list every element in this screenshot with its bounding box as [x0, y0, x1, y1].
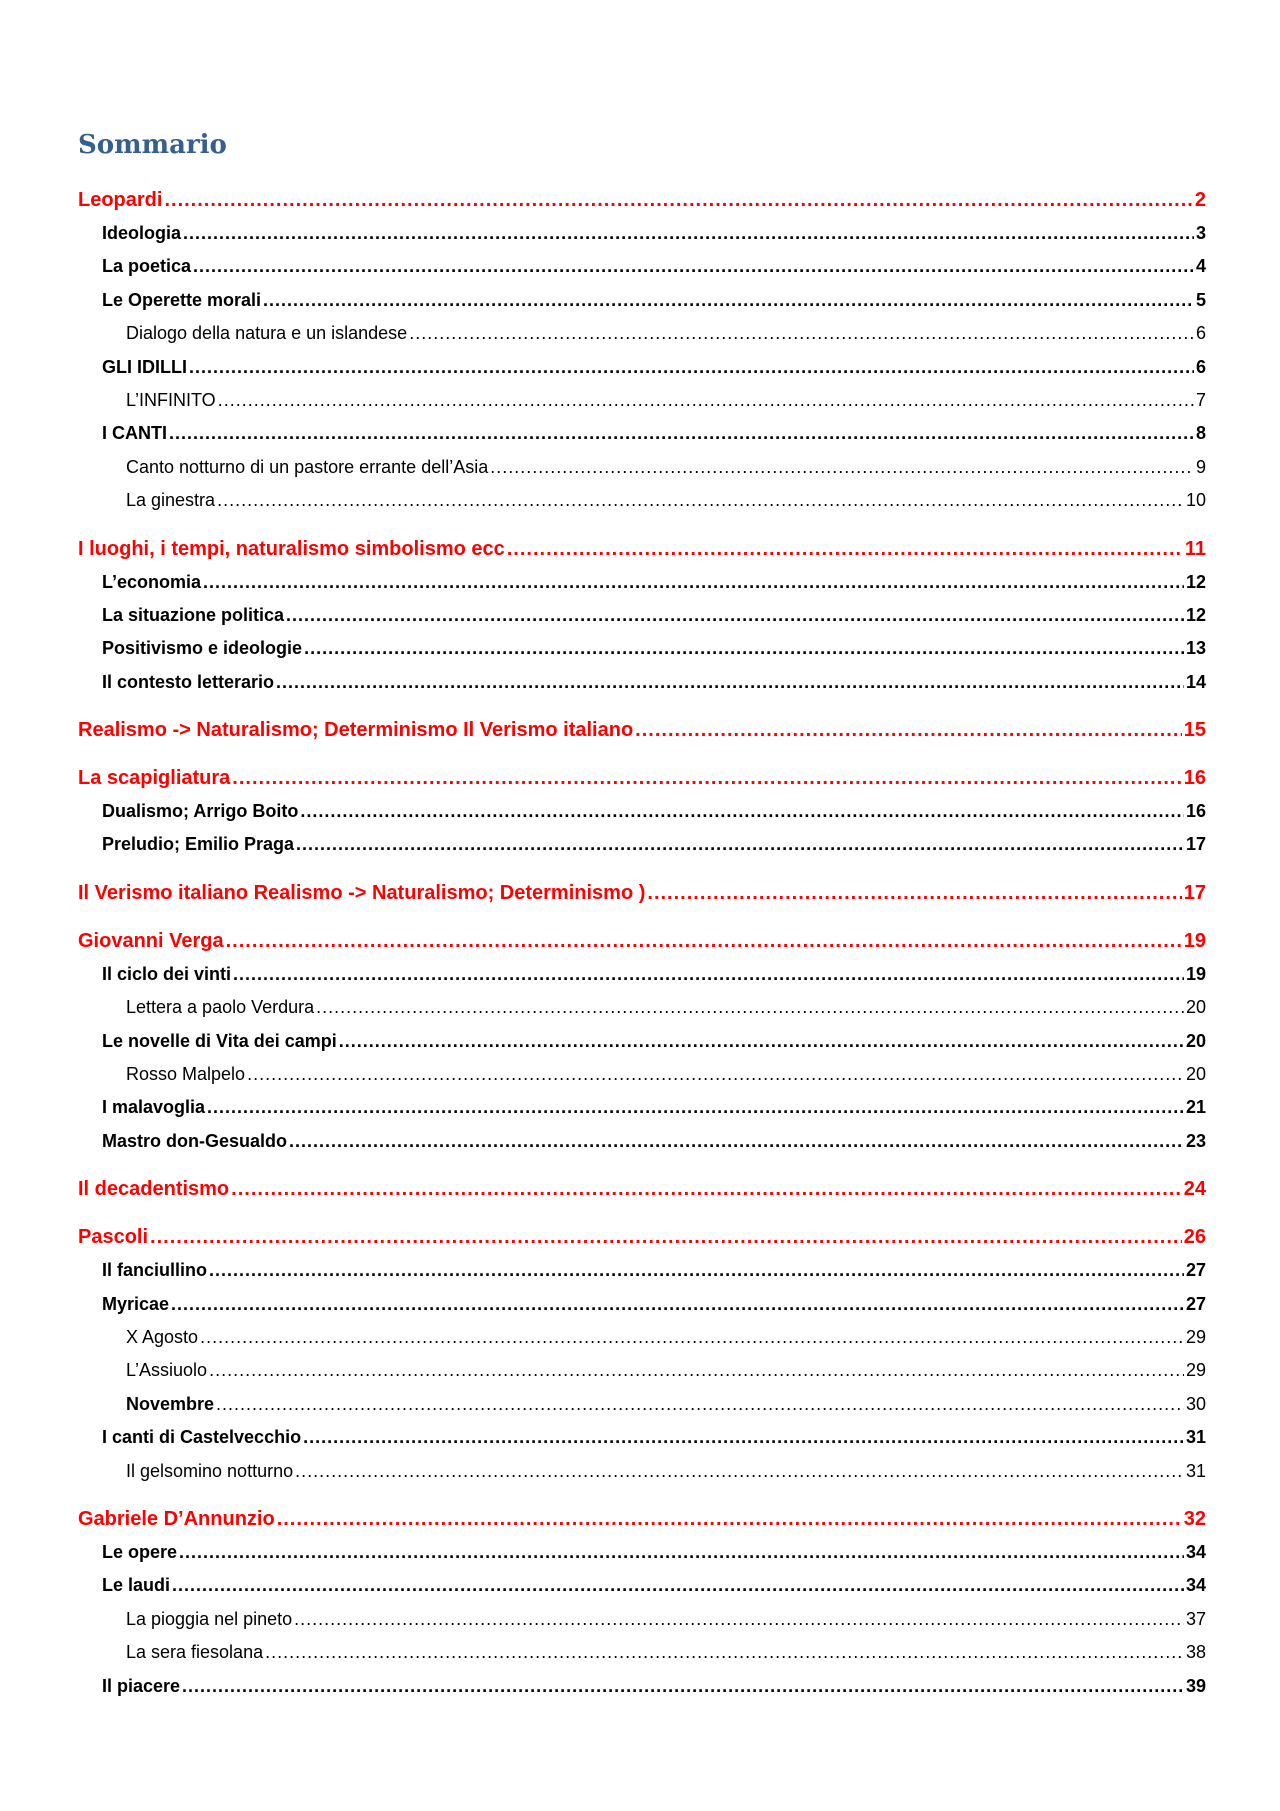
toc-entry-page-number: 15 — [1183, 719, 1206, 742]
toc-entry-level-2[interactable] — [78, 1421, 1206, 1454]
toc-entry-label: Lettera a paolo Verdura — [126, 997, 315, 1018]
toc-entry-level-2[interactable] — [78, 1569, 1206, 1602]
toc-dot-leader — [635, 713, 1182, 747]
toc-entry-label: Leopardi — [78, 189, 163, 211]
toc-dot-leader — [218, 384, 1194, 417]
toc-entry-level-2[interactable] — [78, 666, 1206, 699]
toc-entry-page-number: 16 — [1185, 801, 1206, 822]
toc-entry-page-number: 31 — [1185, 1427, 1206, 1448]
toc-entry-level-1[interactable] — [78, 1220, 1206, 1254]
toc-entry-label: La poetica — [102, 256, 192, 277]
toc-dot-leader — [295, 1455, 1184, 1488]
toc-dot-leader — [233, 958, 1184, 991]
toc-dot-leader — [289, 1125, 1184, 1158]
toc-entry-level-2[interactable] — [78, 958, 1206, 991]
toc-dot-leader — [647, 876, 1181, 910]
toc-dot-leader — [182, 1670, 1184, 1703]
toc-dot-leader — [409, 317, 1194, 350]
toc-entry-label: L’economia — [102, 571, 202, 592]
toc-entry-page-number: 14 — [1185, 671, 1206, 692]
toc-dot-leader — [209, 1254, 1184, 1287]
toc-entry-page-number: 7 — [1195, 389, 1206, 410]
toc-entry-level-3[interactable] — [78, 1354, 1206, 1387]
toc-entry-level-2[interactable] — [78, 1670, 1206, 1703]
toc-entry-level-1[interactable] — [78, 1502, 1206, 1536]
toc-entry-label: Il ciclo dei vinti — [102, 963, 232, 984]
toc-dot-leader — [263, 284, 1194, 317]
toc-entry-page-number: 20 — [1185, 1030, 1206, 1051]
toc-entry-label: I CANTI — [102, 423, 167, 444]
toc-dot-leader — [294, 1603, 1184, 1636]
toc-entry-label: Preludio; Emilio Praga — [102, 834, 295, 855]
toc-entry-label: Canto notturno di un pastore errante dell’Asia — [126, 456, 489, 477]
toc-entry-page-number: 26 — [1183, 1226, 1206, 1249]
toc-dot-leader — [203, 566, 1184, 599]
toc-entry-page-number: 29 — [1185, 1360, 1206, 1381]
toc-entry-label: La situazione politica — [102, 604, 285, 625]
toc-entry-page-number: 10 — [1185, 490, 1206, 511]
toc-dot-leader — [150, 1220, 1182, 1254]
toc-entry-label: Realismo -> Naturalismo; Determinismo Il Verismo italiano — [78, 719, 634, 742]
toc-dot-leader — [507, 532, 1183, 566]
toc-entry-label: Dualismo; Arrigo Boito — [102, 801, 299, 822]
toc-entry-page-number: 30 — [1185, 1393, 1206, 1414]
toc-entry-label: Novembre — [126, 1393, 215, 1414]
toc-entry-page-number: 6 — [1195, 356, 1206, 377]
toc-entry-level-2[interactable] — [78, 1536, 1206, 1569]
toc-entry-level-2[interactable] — [78, 284, 1206, 317]
toc-entry-page-number: 27 — [1185, 1260, 1206, 1281]
toc-entry-page-number: 37 — [1185, 1608, 1206, 1629]
toc-entry-page-number: 6 — [1195, 323, 1206, 344]
toc-entry-level-3[interactable] — [78, 991, 1206, 1024]
toc-entry-label: Le laudi — [102, 1575, 171, 1596]
toc-entry-label: Le novelle di Vita dei campi — [102, 1030, 337, 1051]
toc-dot-leader — [183, 217, 1194, 250]
toc-entry-label: Il gelsomino notturno — [126, 1460, 294, 1481]
toc-dot-leader — [231, 1172, 1182, 1206]
toc-dot-leader — [169, 417, 1194, 450]
toc-dot-leader — [193, 250, 1194, 283]
toc-entry-page-number: 12 — [1185, 571, 1206, 592]
toc-entry-page-number: 20 — [1185, 997, 1206, 1018]
toc-dot-leader — [277, 1502, 1182, 1536]
toc-entry-page-number: 34 — [1185, 1541, 1206, 1562]
toc-entry-level-3[interactable] — [78, 484, 1206, 517]
toc-dot-leader — [276, 666, 1184, 699]
toc-dot-leader — [304, 632, 1184, 665]
toc-entry-level-1[interactable] — [78, 761, 1206, 795]
toc-entry-label: L’INFINITO — [126, 389, 216, 410]
toc-entry-level-3[interactable] — [78, 1058, 1206, 1091]
toc-entry-level-2[interactable] — [78, 828, 1206, 861]
toc-entry-level-2[interactable] — [78, 250, 1206, 283]
toc-entry-page-number: 9 — [1195, 456, 1206, 477]
toc-entry-label: Gabriele D’Annunzio — [78, 1507, 275, 1530]
toc-entry-page-number: 5 — [1195, 289, 1206, 310]
toc-dot-leader — [179, 1536, 1184, 1569]
toc-entry-level-2[interactable] — [78, 1254, 1206, 1287]
toc-entry-page-number: 12 — [1185, 604, 1206, 625]
toc-entry-level-3[interactable] — [78, 1603, 1206, 1636]
toc-entry-level-3[interactable] — [78, 384, 1206, 417]
toc-entry-level-2[interactable] — [78, 632, 1206, 665]
toc-entry-page-number: 17 — [1185, 834, 1206, 855]
toc-entry-level-2[interactable] — [78, 351, 1206, 384]
toc-entry-page-number: 24 — [1183, 1178, 1206, 1201]
toc-dot-leader — [296, 828, 1184, 861]
toc-entry-level-3[interactable] — [78, 1455, 1206, 1488]
toc-dot-leader — [300, 795, 1184, 828]
toc-entry-page-number: 27 — [1185, 1293, 1206, 1314]
toc-entry-page-number: 19 — [1183, 929, 1206, 952]
toc-entry-page-number: 23 — [1185, 1130, 1206, 1151]
toc-entry-page-number: 21 — [1185, 1097, 1206, 1118]
toc-dot-leader — [200, 1321, 1184, 1354]
toc-entry-label: Rosso Malpelo — [126, 1064, 246, 1085]
toc-entry-page-number: 17 — [1183, 881, 1206, 904]
toc-entry-level-2[interactable] — [78, 417, 1206, 450]
toc-entry-label: I luoghi, i tempi, naturalismo simbolismo ecc — [78, 537, 505, 560]
toc-entry-page-number: 34 — [1185, 1575, 1206, 1596]
toc-entry-label: La pioggia nel pineto — [126, 1608, 293, 1629]
toc-entry-label: L’Assiuolo — [126, 1360, 208, 1381]
toc-entry-level-3[interactable] — [78, 317, 1206, 350]
toc-entry-label: La scapigliatura — [78, 767, 231, 790]
toc-entry-page-number: 20 — [1185, 1064, 1206, 1085]
toc-dot-leader — [339, 1025, 1184, 1058]
toc-entry-page-number: 11 — [1184, 537, 1206, 560]
toc-dot-leader — [286, 599, 1184, 632]
toc-entry-label: Giovanni Verga — [78, 929, 224, 952]
toc-entry-label: La ginestra — [126, 490, 216, 511]
toc-entry-label: La sera fiesolana — [126, 1642, 264, 1663]
toc-entry-level-3[interactable] — [78, 1636, 1206, 1669]
toc-dot-leader — [172, 1569, 1184, 1602]
toc-entry-page-number: 39 — [1185, 1675, 1206, 1696]
toc-entry-page-number: 38 — [1185, 1642, 1206, 1663]
toc-entry-page-number: 32 — [1183, 1507, 1206, 1530]
toc-entry-label: GLI IDILLI — [102, 356, 187, 377]
toc-entry-page-number: 2 — [1194, 189, 1206, 211]
toc-dot-leader — [226, 924, 1182, 958]
toc-entry-label: I canti di Castelvecchio — [102, 1427, 302, 1448]
toc-entry-level-1[interactable] — [78, 532, 1206, 566]
toc-entry-label: Positivismo e ideologie — [102, 638, 303, 659]
toc-dot-leader — [207, 1091, 1184, 1124]
toc-entry-level-2[interactable] — [78, 795, 1206, 828]
toc-entry-level-1[interactable] — [78, 713, 1206, 747]
toc-dot-leader — [316, 991, 1184, 1024]
toc-entry-label: Dialogo della natura e un islandese — [126, 323, 408, 344]
toc-entry-level-3[interactable] — [78, 451, 1206, 484]
toc-entry-label: Il piacere — [102, 1675, 181, 1696]
toc-entry-level-3[interactable] — [78, 1321, 1206, 1354]
toc-entry-label: Myricae — [102, 1293, 170, 1314]
toc-dot-leader — [209, 1354, 1184, 1387]
toc-entry-page-number: 29 — [1185, 1326, 1206, 1347]
toc-entry-page-number: 8 — [1195, 423, 1206, 444]
toc-entry-level-1[interactable] — [78, 1172, 1206, 1206]
toc-entry-label: X Agosto — [126, 1326, 199, 1347]
toc-dot-leader — [303, 1421, 1184, 1454]
toc-dot-leader — [171, 1288, 1184, 1321]
toc-dot-leader — [216, 1388, 1184, 1421]
toc-entry-page-number: 31 — [1185, 1460, 1206, 1481]
toc-dot-leader — [490, 451, 1194, 484]
toc-entry-label: Mastro don-Gesualdo — [102, 1130, 288, 1151]
table-of-contents — [78, 183, 1206, 1703]
toc-entry-page-number: 13 — [1185, 638, 1206, 659]
toc-entry-label: Le Operette morali — [102, 289, 262, 310]
toc-dot-leader — [232, 761, 1181, 795]
toc-entry-level-3[interactable] — [78, 1388, 1206, 1421]
toc-entry-level-2[interactable] — [78, 217, 1206, 250]
toc-entry-label: Ideologia — [102, 223, 182, 243]
toc-dot-leader — [247, 1058, 1184, 1091]
toc-dot-leader — [217, 484, 1184, 517]
toc-entry-label: I malavoglia — [102, 1097, 206, 1118]
toc-entry-level-1[interactable] — [78, 876, 1206, 910]
toc-entry-level-1[interactable] — [78, 924, 1206, 958]
toc-entry-label: Il contesto letterario — [102, 671, 275, 692]
toc-entry-page-number: 3 — [1195, 223, 1206, 243]
toc-entry-page-number: 16 — [1183, 767, 1206, 790]
toc-entry-level-2[interactable] — [78, 566, 1206, 599]
toc-entry-level-2[interactable] — [78, 1091, 1206, 1124]
toc-entry-level-2[interactable] — [78, 1025, 1206, 1058]
toc-entry-level-2[interactable] — [78, 1125, 1206, 1158]
toc-entry-page-number: 4 — [1195, 256, 1206, 277]
toc-entry-label: Il decadentismo — [78, 1178, 230, 1201]
toc-entry-page-number: 19 — [1185, 963, 1206, 984]
toc-entry-label: Pascoli — [78, 1226, 149, 1249]
toc-dot-leader — [189, 351, 1194, 384]
toc-title: Sommario — [78, 130, 227, 160]
toc-entry-label: Le opere — [102, 1541, 178, 1562]
toc-entry-level-2[interactable] — [78, 599, 1206, 632]
toc-entry-level-2[interactable] — [78, 1288, 1206, 1321]
toc-entry-level-1[interactable] — [78, 183, 1206, 217]
toc-entry-label: Il Verismo italiano Realismo -> Naturalismo; Determinismo ) — [78, 881, 646, 904]
toc-dot-leader — [164, 183, 1192, 217]
toc-entry-label: Il fanciullino — [102, 1260, 208, 1281]
toc-dot-leader — [265, 1636, 1184, 1669]
